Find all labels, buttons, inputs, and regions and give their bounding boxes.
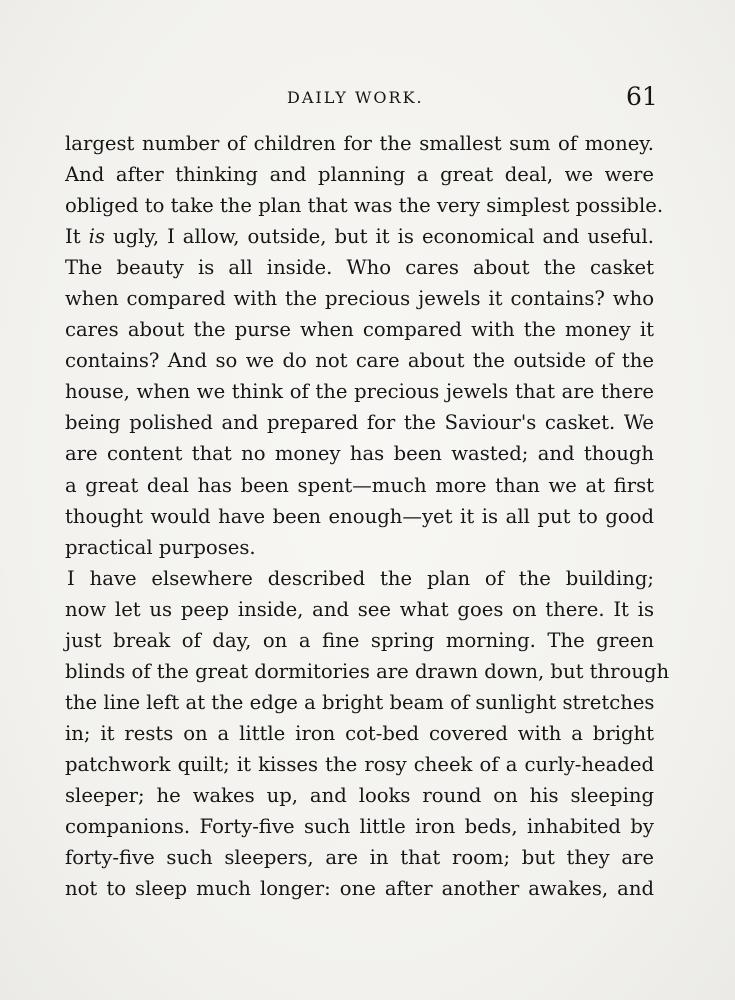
page-number: 61	[626, 82, 658, 111]
text-line: being polished and prepared for the Saviour's casket. We	[65, 411, 654, 435]
text-line: blinds of the great dormitories are drawn down, but through	[65, 659, 670, 683]
text-line: The beauty is all inside. Who cares about the casket	[65, 256, 654, 280]
running-head	[0, 82, 735, 114]
text-line: when compared with the precious jewels it contains? who	[65, 287, 654, 311]
text-line: patchwork quilt; it kisses the rosy cheek of a curly-headed	[65, 752, 654, 776]
text-line: sleeper; he wakes up, and looks round on his sleeping	[65, 783, 654, 807]
text-line	[65, 221, 654, 252]
text-line: largest number of children for the smallest sum of money.	[65, 132, 654, 155]
paragraph-end-line: practical purposes.	[65, 535, 256, 559]
italic-emphasis: is	[88, 225, 105, 249]
text-line: the line left at the edge a bright beam of sunlight stretches	[65, 690, 655, 714]
text-line: obliged to take the plan that was the very simplest possible.	[65, 194, 664, 218]
text-line: are content that no money has been wasted; and though	[65, 442, 654, 466]
section-title: DAILY WORK.	[287, 88, 424, 107]
text-line: thought would have been enough—yet it is all put to good	[65, 504, 654, 528]
text-line: not to sleep much longer: one after another awakes, and	[65, 877, 654, 901]
text-fragment: It	[65, 225, 81, 249]
body-text	[65, 128, 670, 904]
text-line: cares about the purse when compared with the money it	[65, 318, 654, 342]
text-line: just break of day, on a fine spring morning. The green	[65, 628, 654, 652]
paragraph-start-line: I have elsewhere described the plan of the building;	[67, 566, 654, 590]
text-line: contains? And so we do not care about the outside of the	[65, 349, 654, 373]
text-fragment: ugly, I allow, outside, but it is economical and useful.	[112, 225, 654, 249]
text-line: companions. Forty-five such little iron beds, inhabited by	[65, 815, 654, 839]
text-line: And after thinking and planning a great deal, we were	[65, 163, 654, 187]
text-line: now let us peep inside, and see what goes on there. It is	[65, 597, 654, 621]
text-line: in; it rests on a little iron cot-bed covered with a bright	[65, 721, 654, 745]
text-line: house, when we think of the precious jewels that are there	[65, 380, 654, 404]
text-line: forty-five such sleepers, are in that room; but they are	[65, 846, 654, 870]
text-line: a great deal has been spent—much more than we at first	[65, 473, 654, 497]
